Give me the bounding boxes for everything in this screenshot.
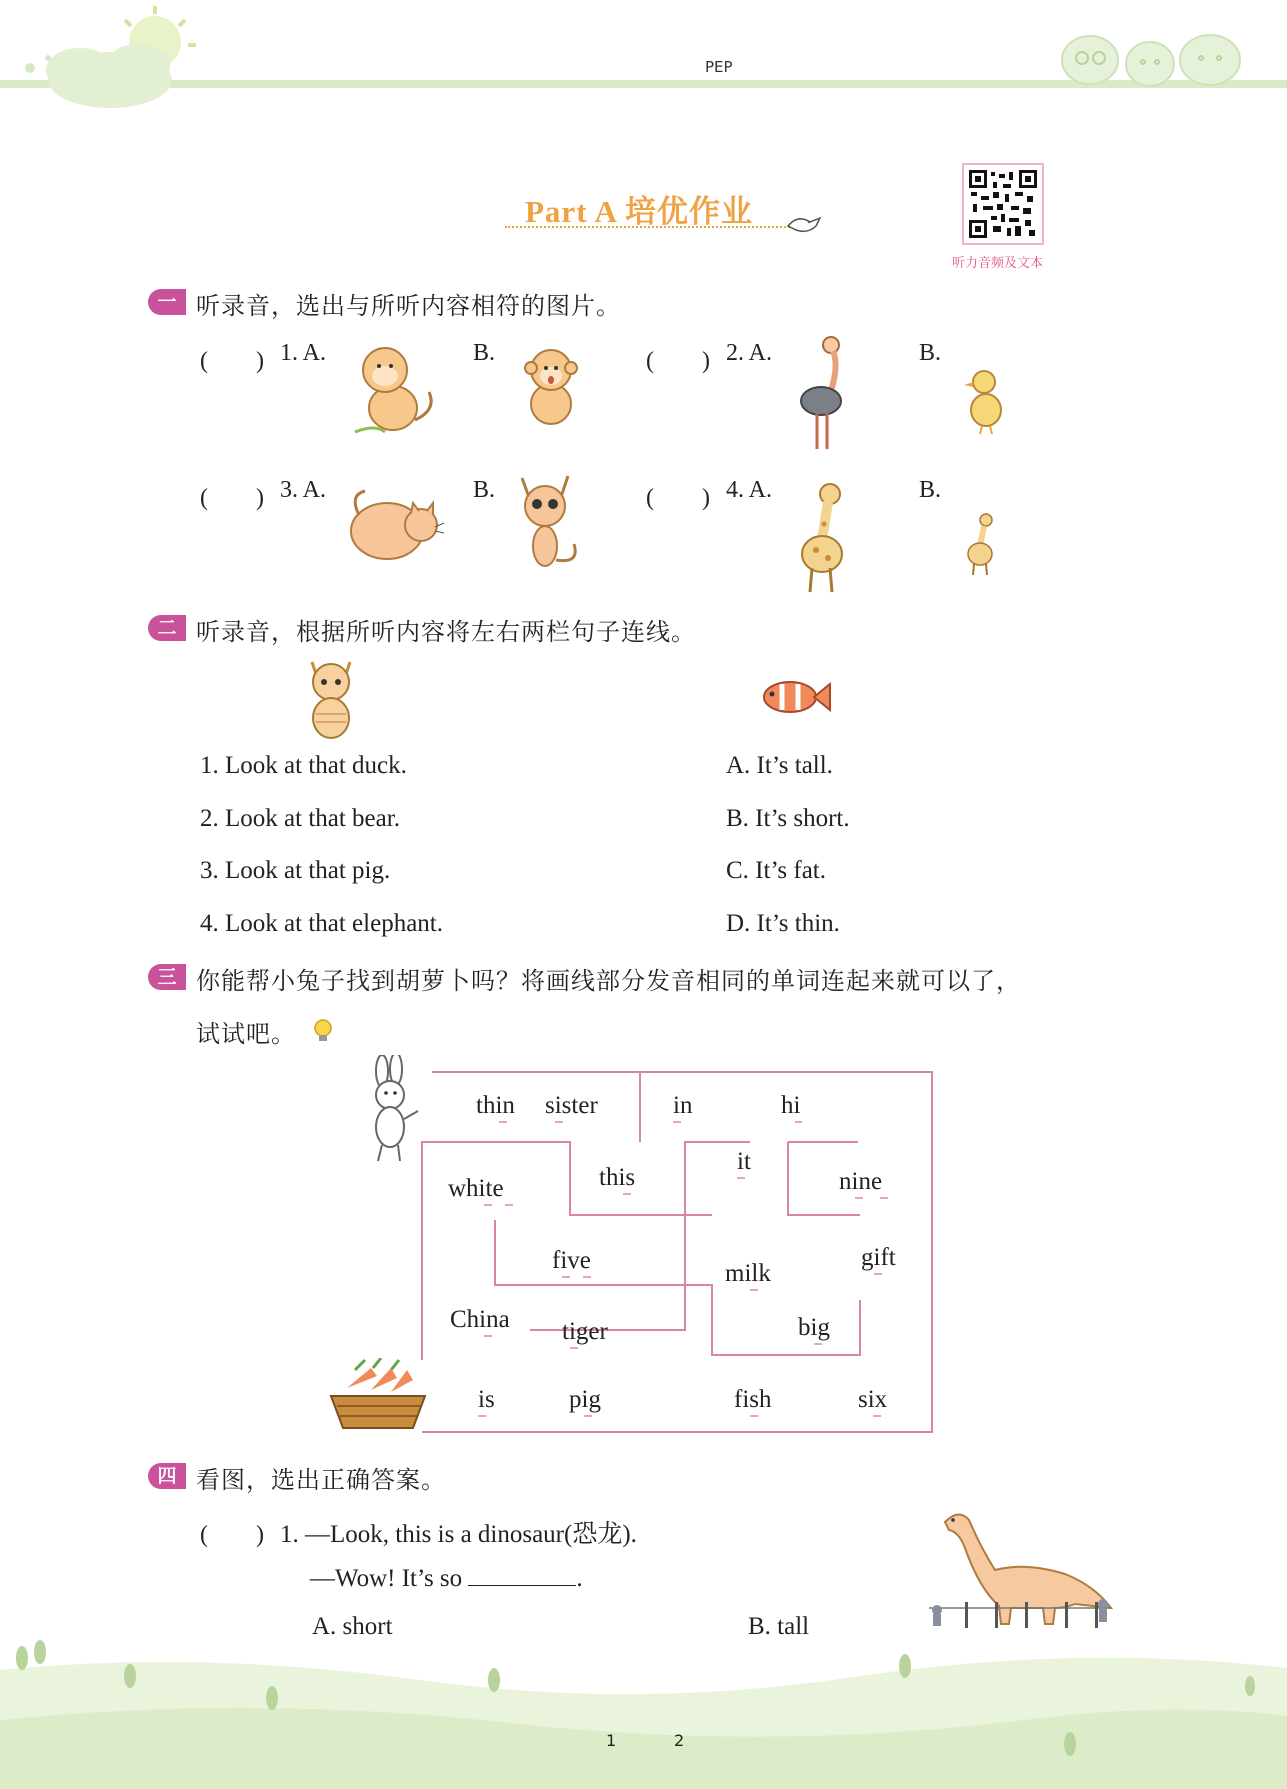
right-sentence-c[interactable]: C. It’s fat. [726, 857, 826, 884]
s4-question-1-line2-post: . [576, 1565, 583, 1592]
qr-caption: 听力音频及文本 [952, 256, 1044, 271]
maze-word-big[interactable]: big [798, 1314, 830, 1341]
option-b-label-3: B. [473, 477, 496, 503]
option-b-label-2: B. [919, 340, 942, 366]
answer-paren-3[interactable]: ( ) [200, 485, 264, 511]
qr-code-icon [969, 170, 1037, 238]
edition-label: PEP [705, 58, 733, 76]
maze-word-gift[interactable]: gift [861, 1244, 896, 1271]
fat-cat-icon[interactable] [345, 485, 445, 565]
answer-paren-1[interactable]: ( ) [200, 348, 264, 374]
right-sentence-a[interactable]: A. It’s tall. [726, 752, 833, 779]
section-badge-3: 三 [148, 964, 186, 990]
question-label-4: 4. A. [726, 477, 773, 503]
option-a-short[interactable]: A. short [312, 1613, 393, 1640]
animal-faces-decoration [1055, 20, 1255, 90]
section-heading-1: 听录音，选出与所听内容相符的图片。 [196, 292, 621, 320]
section-badge-4: 四 [148, 1463, 186, 1489]
dinosaur-icon [925, 1508, 1115, 1633]
left-sentence-2[interactable]: 2. Look at that bear. [200, 805, 400, 832]
right-sentence-d[interactable]: D. It’s thin. [726, 910, 840, 937]
answer-blank[interactable] [468, 1563, 576, 1586]
section-heading-3-line2: 试试吧。 [196, 1020, 296, 1048]
s4-question-1-line1: 1. —Look, this is a dinosaur(恐龙). [280, 1521, 637, 1548]
question-label-3: 3. A. [280, 477, 327, 503]
maze-word-pig[interactable]: pig [569, 1386, 601, 1413]
left-sentence-3[interactable]: 3. Look at that pig. [200, 857, 391, 884]
small-duck-icon[interactable] [962, 368, 1007, 436]
option-b-label-4: B. [919, 477, 942, 503]
maze-word-six[interactable]: six [858, 1386, 888, 1413]
s4-question-1-line2 [310, 1563, 583, 1593]
monkey-sitting-icon[interactable] [515, 342, 590, 432]
maze-word-hi[interactable]: hi [781, 1092, 801, 1119]
section-heading-3-line1: 你能帮小兔子找到胡萝卜吗？将画线部分发音相同的单词连起来就可以了， [196, 967, 1021, 995]
qr-code[interactable] [962, 163, 1044, 245]
tall-giraffe-icon[interactable] [790, 480, 860, 595]
maze-word-thin[interactable]: thin [476, 1092, 515, 1119]
kitten-icon [300, 656, 366, 741]
left-sentence-1[interactable]: 1. Look at that duck. [200, 752, 407, 779]
maze-word-sister[interactable]: sister [545, 1092, 598, 1119]
maze-word-is[interactable]: is [478, 1386, 495, 1413]
section-heading-2: 听录音，根据所听内容将左右两栏句子连线。 [196, 618, 696, 646]
maze-word-nine[interactable]: nine [839, 1168, 883, 1195]
maze-word-this[interactable]: this [599, 1164, 636, 1191]
answer-paren-4[interactable]: ( ) [646, 485, 710, 511]
monkey-eating-icon[interactable] [345, 340, 440, 440]
maze-word-white[interactable]: white [448, 1175, 504, 1202]
carrot-basket-icon [325, 1358, 430, 1433]
bird-icon [786, 212, 822, 236]
ostrich-icon[interactable] [795, 335, 855, 455]
section-heading-4: 看图，选出正确答案。 [196, 1466, 446, 1494]
section-badge-2: 二 [148, 615, 186, 641]
maze-word-china[interactable]: China [450, 1306, 510, 1333]
right-sentence-b[interactable]: B. It’s short. [726, 805, 850, 832]
maze-word-in[interactable]: in [673, 1092, 693, 1119]
short-giraffe-icon[interactable] [960, 512, 1005, 577]
option-b-tall[interactable]: B. tall [748, 1613, 810, 1640]
question-label-2: 2. A. [726, 340, 773, 366]
clownfish-icon [758, 676, 833, 718]
option-b-label-1: B. [473, 340, 496, 366]
maze-word-tiger[interactable]: tiger [562, 1318, 608, 1345]
footer-hills-decoration [0, 1640, 1287, 1789]
thin-cat-icon[interactable] [508, 470, 588, 575]
maze-word-five[interactable]: five [552, 1247, 591, 1274]
page-number-right: 2 [674, 1731, 685, 1750]
lightbulb-icon [312, 1018, 334, 1044]
title-underline [505, 226, 790, 228]
maze-word-fish[interactable]: fish [734, 1386, 772, 1413]
question-label-1: 1. A. [280, 340, 327, 366]
maze-word-it[interactable]: it [737, 1148, 751, 1175]
s4-question-1-line2-pre: —Wow! It’s so [310, 1565, 463, 1592]
page-title: Part A 培优作业 [525, 194, 753, 229]
answer-paren-2[interactable]: ( ) [646, 348, 710, 374]
sun-cloud-decoration [0, 0, 210, 120]
answer-paren-s4-1[interactable]: ( ) [200, 1522, 264, 1548]
section-badge-1: 一 [148, 289, 186, 315]
left-sentence-4[interactable]: 4. Look at that elephant. [200, 910, 443, 937]
page-number-left: 1 [606, 1731, 617, 1750]
maze-word-milk[interactable]: milk [725, 1260, 771, 1287]
